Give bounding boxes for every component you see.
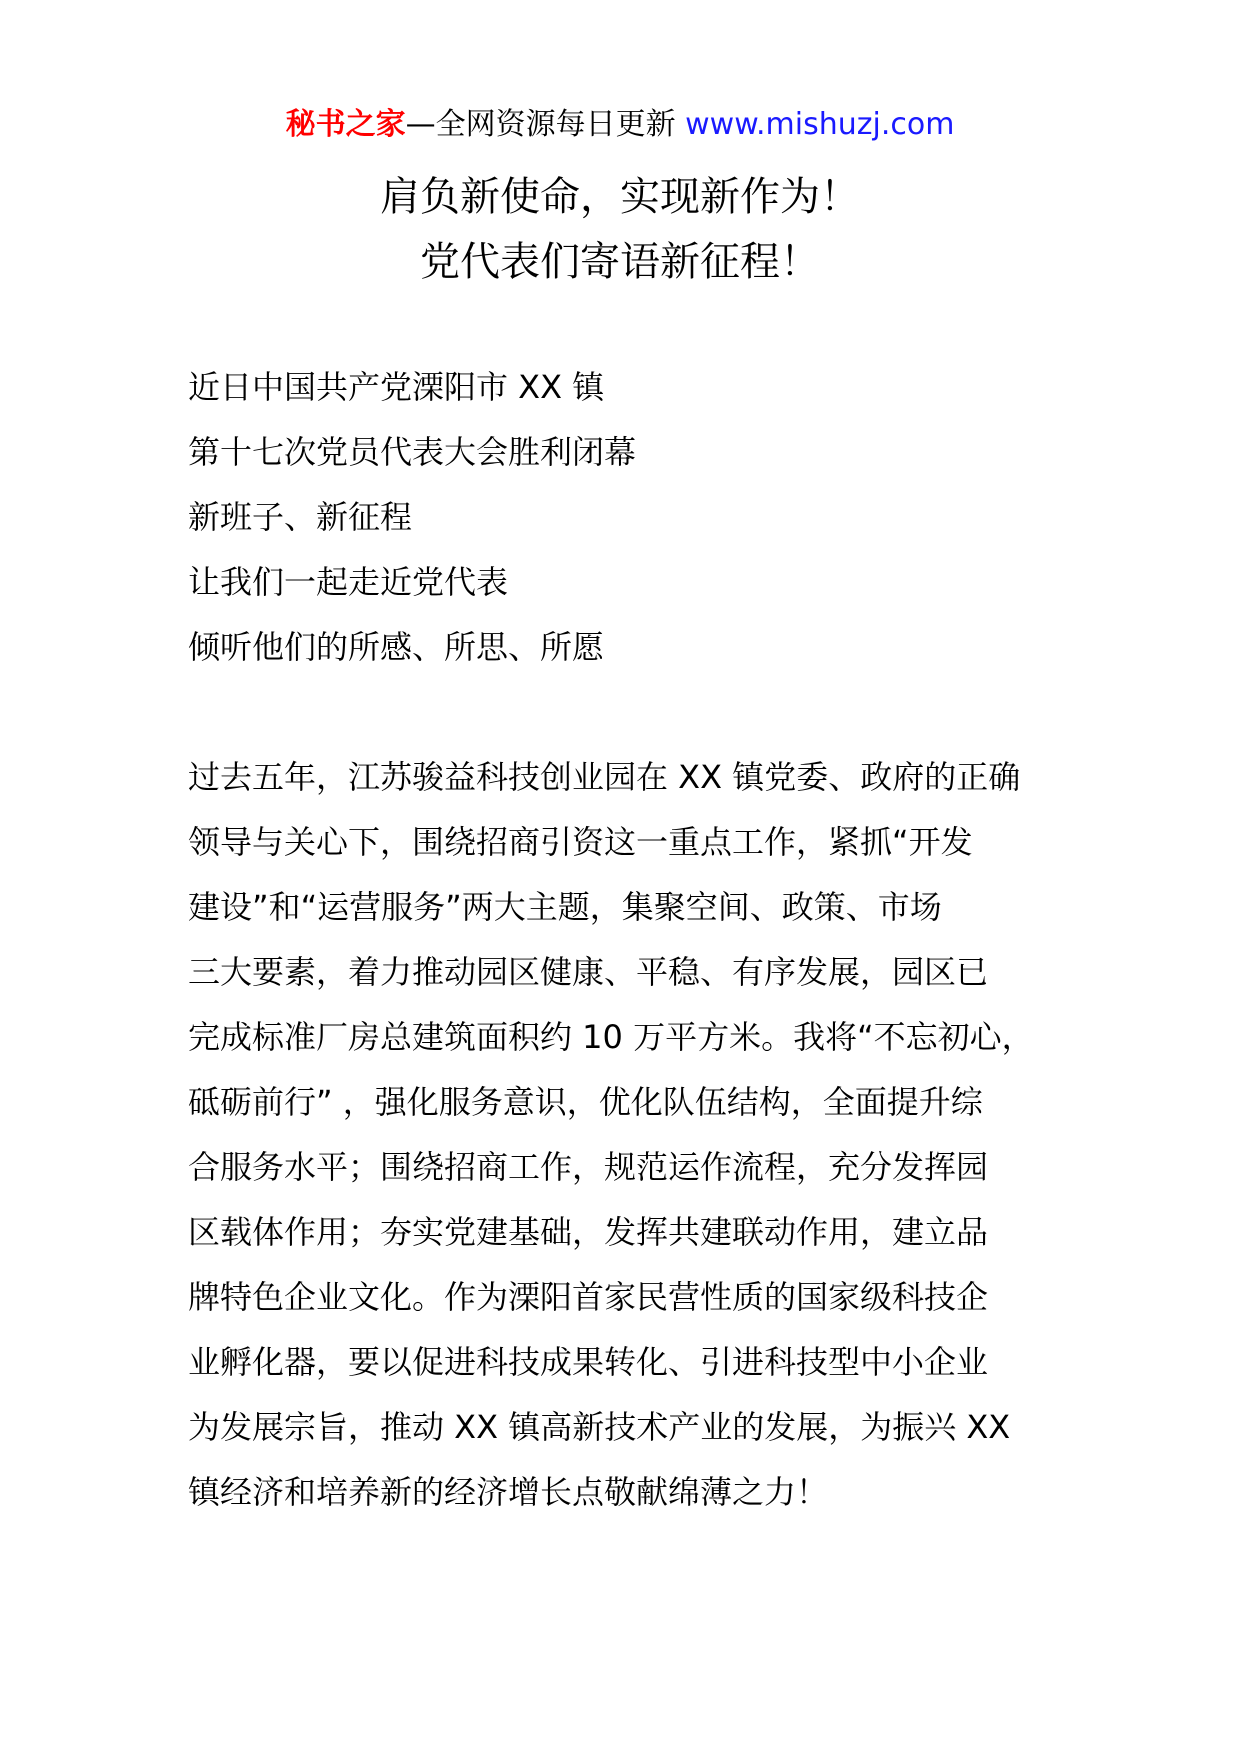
body-line: 业孵化器，要以促进科技成果转化、引进科技型中小企业 (188, 1343, 989, 1381)
intro-line: 第十七次党员代表大会胜利闭幕 (188, 433, 637, 471)
body-line: 砥砺前行” ，强化服务意识，优化队伍结构，全面提升综 (188, 1083, 983, 1121)
brand-name: 秘书之家 (285, 107, 406, 142)
body-line: 建设”和“运营服务”两大主题，集聚空间、政策、市场 (188, 888, 942, 926)
site-url-link[interactable]: www.mishuzj.com (685, 107, 955, 142)
body-line: 三大要素，着力推动园区健康、平稳、有序发展，园区已 (188, 953, 989, 991)
intro-line: 新班子、新征程 (188, 498, 413, 536)
header-tagline: —全网资源每日更新 (405, 107, 686, 142)
body-line: 牌特色企业文化。作为溧阳首家民营性质的国家级科技企 (188, 1278, 989, 1316)
body-line: 过去五年，江苏骏益科技创业园在 XX 镇党委、政府的正确 (188, 758, 1021, 796)
intro-line: 倾听他们的所感、所思、所愿 (188, 628, 605, 666)
body-line: 合服务水平；围绕招商工作，规范运作流程，充分发挥园 (188, 1148, 989, 1186)
body-line: 镇经济和培养新的经济增长点敬献绵薄之力！ (188, 1473, 829, 1511)
title-line-1: 肩负新使命，实现新作为！ (380, 174, 860, 220)
intro-line: 让我们一起走近党代表 (188, 563, 509, 601)
body-paragraph (188, 745, 1088, 1525)
site-header (0, 100, 1240, 150)
body-line: 完成标准厂房总建筑面积约 10 万平方米。我将“不忘初心， (188, 1018, 1034, 1056)
body-line: 区载体作用；夯实党建基础，发挥共建联动作用，建立品 (188, 1213, 989, 1251)
intro-line: 近日中国共产党溧阳市 XX 镇 (188, 368, 605, 406)
body-line: 领导与关心下，围绕招商引资这一重点工作，紧抓“开发 (188, 823, 973, 861)
document-title (0, 165, 1240, 295)
title-line-2: 党代表们寄语新征程！ (420, 239, 820, 285)
body-line: 为发展宗旨，推动 XX 镇高新技术产业的发展，为振兴 XX (188, 1408, 1011, 1446)
intro-paragraph (188, 355, 1088, 680)
